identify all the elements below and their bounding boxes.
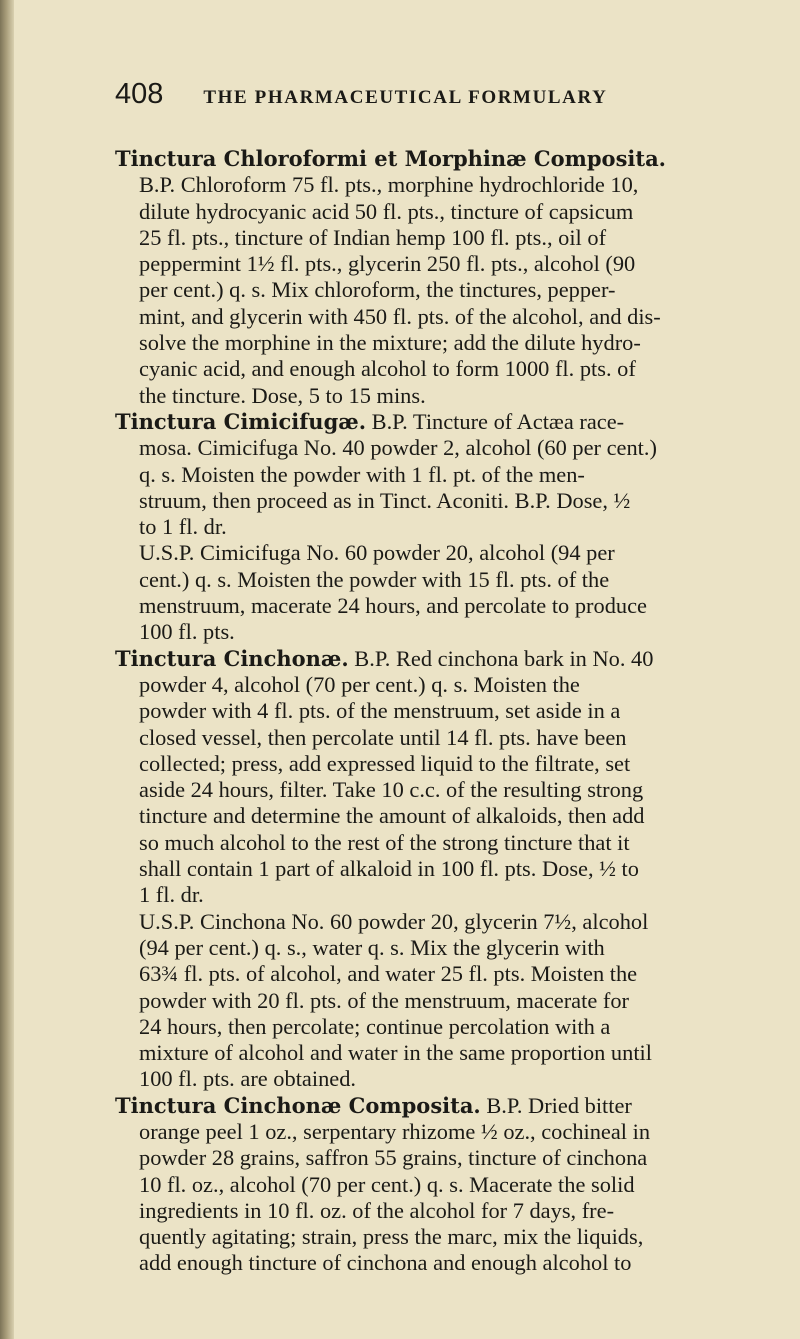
line-text: tincture and determine the amount of alkaloids, then add	[139, 803, 645, 829]
line-text: B.P. Tincture of Actæa race-	[366, 408, 625, 434]
line-text: mint, and glycerin with 450 fl. pts. of the alcohol, and dis-	[139, 303, 661, 329]
text-line	[115, 225, 775, 251]
line-text: collected; press, add expressed liquid to the filtrate, set	[139, 750, 631, 776]
line-text: to 1 fl. dr.	[139, 514, 227, 540]
text-line	[115, 882, 775, 908]
entry-heading-line	[115, 1093, 775, 1119]
text-line	[115, 751, 775, 777]
line-text: mixture of alcohol and water in the same proportion until	[139, 1040, 652, 1066]
text-line	[115, 593, 775, 619]
running-title: THE PHARMACEUTICAL FORMULARY	[203, 87, 608, 108]
line-text: aside 24 hours, filter. Take 10 c.c. of the resulting strong	[139, 777, 644, 803]
text-line	[115, 725, 775, 751]
text-line	[115, 909, 775, 935]
text-line	[115, 830, 775, 856]
line-text: B.P. Chloroform 75 fl. pts., morphine hydrochloride 10,	[139, 172, 639, 198]
page	[115, 78, 775, 1277]
text-line	[115, 1145, 775, 1171]
entry-heading-line	[115, 409, 775, 435]
line-text: (94 per cent.) q. s., water q. s. Mix the glycerin with	[139, 934, 605, 960]
text-line	[115, 383, 775, 409]
entry-heading: Tinctura Chloroformi et Morphinæ Composita.	[115, 146, 666, 171]
entry-heading-line	[115, 646, 775, 672]
page-header	[115, 78, 775, 128]
line-text: ingredients in 10 fl. oz. of the alcohol for 7 days, fre-	[139, 1197, 615, 1223]
text-line	[115, 1040, 775, 1066]
text-line	[115, 619, 775, 645]
entry-heading-line	[115, 146, 775, 172]
line-text: dilute hydrocyanic acid 50 fl. pts., tincture of capsicum	[139, 198, 634, 224]
text-line	[115, 277, 775, 303]
text-line	[115, 199, 775, 225]
line-text: cent.) q. s. Moisten the powder with 15 fl. pts. of the	[139, 566, 610, 592]
text-line	[115, 251, 775, 277]
text-line	[115, 304, 775, 330]
line-text: struum, then proceed as in Tinct. Aconiti. B.P. Dose, ½	[139, 487, 631, 513]
line-text: add enough tincture of cinchona and enough alcohol to	[139, 1250, 632, 1276]
line-text: orange peel 1 oz., serpentary rhizome ½ oz., cochineal in	[139, 1118, 651, 1144]
line-text: powder 28 grains, saffron 55 grains, tincture of cinchona	[139, 1145, 648, 1171]
text-line	[115, 330, 775, 356]
text-line	[115, 1224, 775, 1250]
line-text: per cent.) q. s. Mix chloroform, the tinctures, pepper-	[139, 277, 616, 303]
line-text: powder with 4 fl. pts. of the menstruum, set aside in a	[139, 698, 621, 724]
line-text: powder with 20 fl. pts. of the menstruum, macerate for	[139, 987, 629, 1013]
line-text: the tincture. Dose, 5 to 15 mins.	[139, 382, 426, 408]
line-text: 1 fl. dr.	[139, 882, 204, 908]
line-text: B.P. Red cinchona bark in No. 40	[348, 645, 654, 671]
entry-heading: Tinctura Cimicifugæ.	[115, 408, 367, 434]
text-line	[115, 1119, 775, 1145]
line-text: 24 hours, then percolate; continue percolation with a	[139, 1013, 611, 1039]
line-text: menstruum, macerate 24 hours, and percolate to produce	[139, 593, 647, 619]
line-text: 10 fl. oz., alcohol (70 per cent.) q. s. Macerate the solid	[139, 1171, 635, 1197]
line-text: 100 fl. pts. are obtained.	[139, 1066, 357, 1092]
line-text: powder 4, alcohol (70 per cent.) q. s. Moisten the	[139, 671, 580, 697]
page-number: 408	[115, 78, 164, 110]
line-text: shall contain 1 part of alkaloid in 100 fl. pts. Dose, ½ to	[139, 856, 639, 882]
line-text: mosa. Cimicifuga No. 40 powder 2, alcohol (60 per cent.)	[139, 435, 657, 461]
text-line	[115, 1172, 775, 1198]
text-line	[115, 961, 775, 987]
text-line	[115, 988, 775, 1014]
text-line	[115, 1014, 775, 1040]
line-text: 100 fl. pts.	[139, 619, 235, 645]
line-text: 63¾ fl. pts. of alcohol, and water 25 fl. pts. Moisten the	[139, 961, 638, 987]
line-text: 25 fl. pts., tincture of Indian hemp 100 fl. pts., oil of	[139, 224, 607, 250]
entry-heading: Tinctura Cinchonæ Composita.	[115, 1092, 481, 1118]
line-text: B.P. Dried bitter	[480, 1092, 632, 1118]
text-line	[115, 1066, 775, 1092]
text-line	[115, 172, 775, 198]
text-line	[115, 777, 775, 803]
text-line	[115, 935, 775, 961]
entry-heading: Tinctura Cinchonæ.	[115, 645, 349, 671]
text-line	[115, 462, 775, 488]
book-spine-shadow	[0, 0, 14, 1339]
line-text: q. s. Moisten the powder with 1 fl. pt. of the men-	[139, 461, 585, 487]
line-text: so much alcohol to the rest of the strong tincture that it	[139, 829, 630, 855]
line-text: U.S.P. Cinchona No. 60 powder 20, glycerin 7½, alcohol	[139, 908, 649, 934]
text-line	[115, 1198, 775, 1224]
text-line	[115, 803, 775, 829]
line-text: peppermint 1½ fl. pts., glycerin 250 fl. pts., alcohol (90	[139, 251, 636, 277]
text-line	[115, 514, 775, 540]
text-line	[115, 1250, 775, 1276]
line-text: cyanic acid, and enough alcohol to form 1000 fl. pts. of	[139, 356, 636, 382]
text-line	[115, 567, 775, 593]
text-line	[115, 540, 775, 566]
text-line	[115, 856, 775, 882]
text-line	[115, 488, 775, 514]
line-text: quently agitating; strain, press the marc, mix the liquids,	[139, 1224, 644, 1250]
line-text: solve the morphine in the mixture; add the dilute hydro-	[139, 330, 641, 356]
line-text: U.S.P. Cimicifuga No. 60 powder 20, alcohol (94 per	[139, 540, 615, 566]
line-text: closed vessel, then percolate until 14 fl. pts. have been	[139, 724, 627, 750]
text-line	[115, 672, 775, 698]
text-line	[115, 698, 775, 724]
text-line	[115, 435, 775, 461]
text-line	[115, 356, 775, 382]
body-text	[115, 146, 775, 1277]
